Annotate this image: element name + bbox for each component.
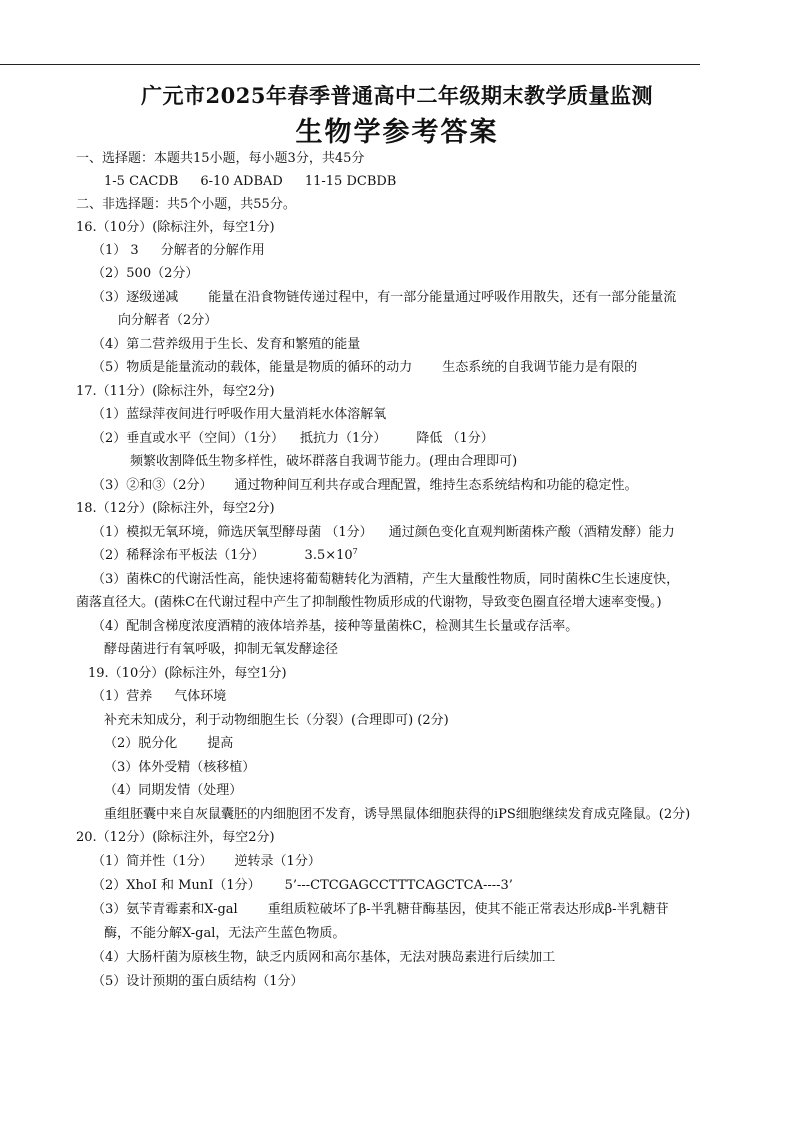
q17-3-blank-a: （3）②和③（2分） [92, 478, 213, 493]
q17-answer-1: （1）蓝绿萍夜间进行呼吸作用大量消耗水体溶解氧 [92, 407, 387, 422]
q20-1-blank-a: （1）简并性（1分） [92, 854, 213, 869]
exam-title: 广元市2025年春季普通高中二年级期末教学质量监测 [141, 83, 653, 108]
q20-answer-5: （5）设计预期的蛋白质结构（1分） [92, 974, 304, 989]
part1-heading: 一、选择题：本题共15小题，每小题3分，共45分 [76, 151, 365, 166]
q18-answer-4: （4）配制含梯度浓度酒精的液体培养基，接种等量菌株C，检测其生长量或存活率。 [92, 619, 579, 634]
q16-answer-4: （4）第二营养级用于生长、发育和繁殖的能量 [92, 337, 361, 352]
q16-answer-1 [92, 242, 265, 260]
q18-2-exponent: 7 [352, 547, 358, 556]
q19-answer-4: （4）同期发情（处理） [104, 783, 243, 798]
answer-key-title: 生物学参考答案 [295, 117, 499, 148]
q19-answer-3: （3）体外受精（核移植） [104, 760, 256, 775]
q16-3-blank-b: 能量在沿食物链传递过程中，有一部分能量通过呼吸作用散失，还有一部分能量流 [208, 290, 677, 305]
q16-5-blank-b: 生态系统的自我调节能力是有限的 [442, 360, 638, 375]
q20-2-blank-a: （2）XhoI 和 MunI（1分） [92, 878, 261, 893]
q18-2-blank-a: （2）稀释涂布平板法（1分） [92, 548, 265, 563]
q18-answer-2 [92, 547, 358, 565]
q16-answer-3-cont: 向分解者（2分） [118, 313, 218, 328]
q20-3-blank-b: 重组质粒破坏了β-半乳糖苷酶基因，使其不能正常表达形成β-半乳糖苷 [267, 902, 669, 917]
q16-answer-3 [92, 289, 676, 307]
q18-1-blank-b: 通过颜色变化直观判断菌株产酸（酒精发酵）能力 [388, 525, 675, 540]
mc-answers-11-15: 11-15 DCBDB [304, 174, 397, 189]
q19-2-blank-b: 提高 [207, 736, 234, 751]
q16-5-blank-a: （5）物质是能量流动的载体，能量是物质的循环的动力 [92, 360, 413, 375]
q19-answer-1 [92, 688, 226, 706]
q18-1-blank-a: （1）模拟无氧环境，筛选厌氧型酵母菌 （1分） [92, 525, 373, 540]
q17-heading: 17.（11分）(除标注外，每空2分) [76, 384, 275, 399]
mc-answers-1-5: 1-5 CACDB [104, 174, 179, 189]
q19-1-blank-b: 气体环境 [174, 689, 227, 704]
q17-3-blank-b: 通过物种间互利共存或合理配置，维持生态系统结构和功能的稳定性。 [234, 478, 638, 493]
q20-heading: 20.（12分）(除标注外，每空2分) [76, 830, 275, 845]
q16-3-blank-a: （3）逐级递减 [92, 290, 179, 305]
q20-1-blank-b: 逆转录（1分） [234, 854, 321, 869]
q18-answer-3-cont: 菌落直径大。(菌株C在代谢过程中产生了抑制酸性物质形成的代谢物，导致变色圈直径增大速率变慢。) [76, 595, 662, 610]
q18-answer-4-cont: 酵母菌进行有氧呼吸，抑制无氧发酵途径 [104, 642, 339, 657]
q20-2-blank-b: 5’---CTCGAGCCTTTCAGCTCA----3’ [284, 878, 513, 893]
q20-answer-2 [92, 877, 513, 895]
q17-answer-2-reason: 频繁收割降低生物多样性，破坏群落自我调节能力。(理由合理即可) [130, 454, 518, 469]
header-rule [0, 64, 700, 65]
q19-2-blank-a: （2）脱分化 [104, 736, 178, 751]
q19-1-blank-a: （1）营养 [92, 689, 153, 704]
q18-answer-3: （3）菌株C的代谢活性高，能快速将葡萄糖转化为酒精，产生大量酸性物质，同时菌株C生长速度快， [92, 572, 680, 587]
q17-answer-3 [92, 477, 638, 495]
q16-answer-2: （2）500（2分） [92, 266, 199, 281]
q20-answer-3-cont: 酶，不能分解X-gal，无法产生蓝色物质。 [104, 926, 346, 941]
mc-answers-6-10: 6-10 ADBAD [200, 174, 283, 189]
q16-heading: 16.（10分）(除标注外，每空1分) [76, 220, 275, 235]
q20-answer-3 [92, 901, 669, 919]
q19-answer-1-cont: 补充未知成分，利于动物细胞生长（分裂）(合理即可) (2分) [104, 713, 449, 728]
mc-answers-row [104, 173, 396, 191]
q17-2-blank-a: （2）垂直或水平（空间）（1分） [92, 431, 285, 446]
q17-2-blank-b: 抵抗力（1分） [300, 431, 387, 446]
q19-answer-4-cont: 重组胚囊中来自灰鼠囊胚的内细胞团不发育，诱导黑鼠体细胞获得的iPS细胞继续发育成克隆鼠。(2分) [104, 807, 691, 822]
q16-1-blank-a: （1） 3 [92, 243, 139, 258]
q17-answer-2 [92, 430, 494, 448]
q19-answer-2 [104, 735, 233, 753]
q20-3-blank-a: （3）氨苄青霉素和X-gal [92, 902, 238, 917]
part2-heading: 二、非选择题：共5个小题，共55分。 [76, 197, 296, 212]
q16-1-blank-b: 分解者的分解作用 [160, 243, 265, 258]
q19-heading: 19.（10分）(除标注外，每空1分) [88, 666, 287, 681]
q18-2-blank-b: 3.5×10 [304, 548, 353, 563]
q17-2-blank-c: 降低 （1分） [416, 431, 494, 446]
q18-heading: 18.（12分）(除标注外，每空2分) [76, 501, 275, 516]
q16-answer-5 [92, 359, 637, 377]
q20-answer-4: （4）大肠杆菌为原核生物，缺乏内质网和高尔基体，无法对胰岛素进行后续加工 [92, 950, 556, 965]
q20-answer-1 [92, 853, 321, 871]
q18-answer-1 [92, 524, 675, 542]
